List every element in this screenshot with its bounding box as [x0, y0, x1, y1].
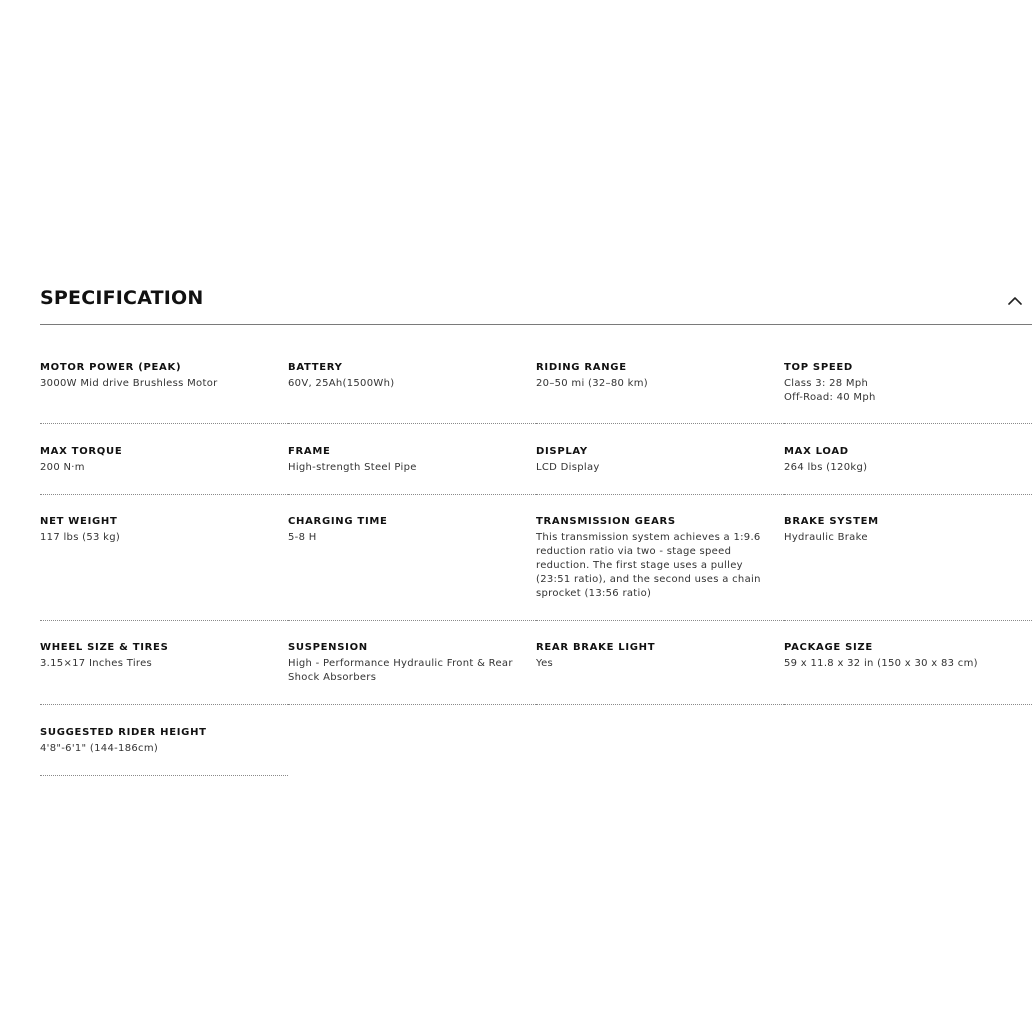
spec-value: Class 3: 28 Mph Off-Road: 40 Mph	[784, 378, 876, 403]
specification-section	[40, 282, 1032, 776]
spec-value: 117 lbs (53 kg)	[40, 532, 121, 543]
spec-grid	[40, 325, 1032, 776]
spec-label: TRANSMISSION GEARS	[536, 516, 676, 527]
spec-value: Hydraulic Brake	[784, 532, 868, 543]
spec-item-max-load	[784, 424, 1032, 495]
spec-label: RIDING RANGE	[536, 362, 627, 373]
spec-item-rear-brake-light	[536, 621, 784, 705]
spec-label: SUSPENSION	[288, 642, 368, 653]
spec-value: 3000W Mid drive Brushless Motor	[40, 378, 218, 389]
section-header[interactable]	[40, 282, 1032, 325]
spec-value: 59 x 11.8 x 32 in (150 x 30 x 83 cm)	[784, 658, 978, 669]
empty-cell	[288, 705, 536, 776]
chevron-up-icon[interactable]	[1008, 294, 1022, 308]
spec-label: MOTOR POWER (PEAK)	[40, 362, 182, 373]
spec-item-top-speed	[784, 325, 1032, 424]
spec-value: 3.15×17 Inches Tires	[40, 658, 153, 669]
spec-item-riding-range	[536, 325, 784, 424]
spec-label: TOP SPEED	[784, 362, 853, 373]
spec-item-brake-system	[784, 495, 1032, 621]
spec-label: MAX TORQUE	[40, 446, 123, 457]
spec-item-rider-height	[40, 705, 288, 776]
spec-item-display	[536, 424, 784, 495]
spec-label: NET WEIGHT	[40, 516, 118, 527]
spec-label: CHARGING TIME	[288, 516, 388, 527]
spec-label: SUGGESTED RIDER HEIGHT	[40, 727, 207, 738]
spec-value: 60V, 25Ah(1500Wh)	[288, 378, 395, 389]
empty-cell	[536, 705, 784, 776]
empty-cell	[784, 705, 1032, 776]
spec-value: 264 lbs (120kg)	[784, 462, 868, 473]
spec-value: High - Performance Hydraulic Front & Rear Shock Absorbers	[288, 658, 513, 683]
spec-item-net-weight	[40, 495, 288, 621]
spec-label: REAR BRAKE LIGHT	[536, 642, 656, 653]
section-title: SPECIFICATION	[40, 287, 204, 309]
spec-item-charging-time	[288, 495, 536, 621]
spec-value: Yes	[536, 658, 554, 669]
spec-label: FRAME	[288, 446, 331, 457]
spec-value: 4'8"-6'1" (144-186cm)	[40, 743, 159, 754]
spec-value: 200 N·m	[40, 462, 85, 473]
spec-value: LCD Display	[536, 462, 600, 473]
spec-item-frame	[288, 424, 536, 495]
spec-item-package-size	[784, 621, 1032, 705]
spec-value: 20–50 mi (32–80 km)	[536, 378, 648, 389]
spec-label: BATTERY	[288, 362, 343, 373]
spec-label: PACKAGE SIZE	[784, 642, 873, 653]
spec-item-suspension	[288, 621, 536, 705]
spec-item-motor-power	[40, 325, 288, 424]
spec-label: MAX LOAD	[784, 446, 849, 457]
spec-value: High-strength Steel Pipe	[288, 462, 417, 473]
spec-item-wheel-size	[40, 621, 288, 705]
spec-item-transmission-gears	[536, 495, 784, 621]
spec-item-max-torque	[40, 424, 288, 495]
spec-label: BRAKE SYSTEM	[784, 516, 879, 527]
spec-value: 5-8 H	[288, 532, 317, 543]
spec-value: This transmission system achieves a 1:9.6 reduction ratio via two - stage speed reduction. The first stage uses a pulley (23:51 ratio), and the second uses a chain sprocket (13:56 ratio)	[536, 532, 761, 599]
spec-label: DISPLAY	[536, 446, 588, 457]
spec-item-battery	[288, 325, 536, 424]
spec-label: WHEEL SIZE & TIRES	[40, 642, 169, 653]
